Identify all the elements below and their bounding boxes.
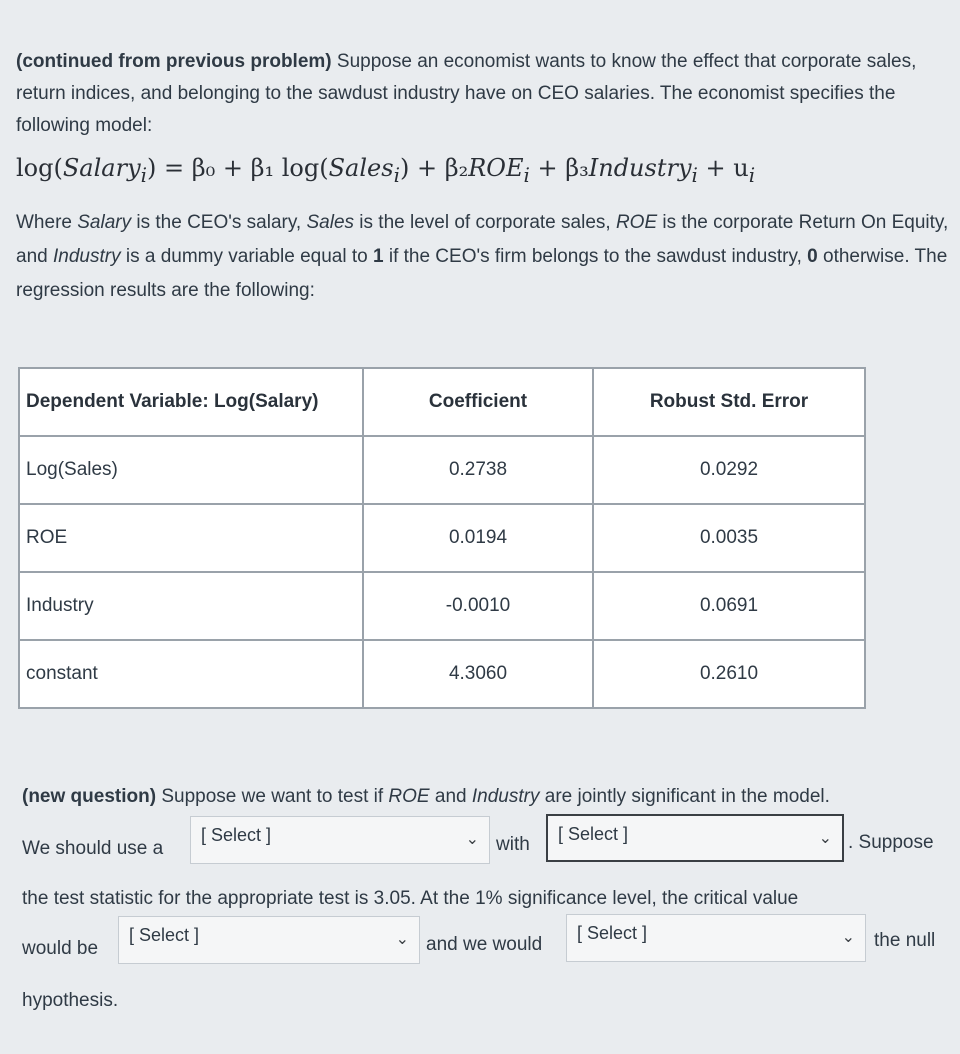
question-text: and (429, 786, 472, 807)
table-header-row (19, 368, 865, 436)
desc-text: is the level of corporate sales, (354, 212, 616, 233)
row-se: 0.0035 (593, 504, 865, 572)
question-industry: Industry (471, 786, 540, 807)
desc-zero: 0 (807, 246, 818, 267)
model-equation (16, 154, 755, 187)
decision-select[interactable] (566, 914, 866, 962)
select-placeholder: [ Select ] (577, 923, 648, 943)
eq-part: + u (697, 154, 749, 182)
eq-sub: i (393, 162, 400, 187)
would-be-label: would be (22, 938, 99, 959)
row-variable: Log(Sales) (19, 436, 363, 504)
chevron-down-icon: ⌄ (465, 831, 479, 848)
and-we-would-label: and we would (426, 934, 543, 955)
row-coefficient: 0.2738 (363, 436, 593, 504)
question-prefix: (new question) (22, 786, 157, 807)
question-text: Suppose we want to test if (156, 786, 389, 807)
desc-text: is a dummy variable equal to (120, 246, 373, 267)
chevron-down-icon: ⌄ (395, 931, 409, 948)
row-se: 0.0691 (593, 572, 865, 640)
row-variable: Industry (19, 572, 363, 640)
row-se: 0.0292 (593, 436, 865, 504)
eq-salary: Salary (62, 154, 141, 182)
select-placeholder: [ Select ] (201, 825, 272, 845)
with-label: with (496, 834, 530, 855)
desc-roe: ROE (615, 212, 658, 233)
problem-intro (16, 46, 946, 142)
desc-salary: Salary (77, 212, 132, 233)
desc-one: 1 (372, 246, 384, 267)
desc-text: otherwise. The regression results are the following: (16, 246, 948, 301)
desc-text: is the corporate Return On Equity, and (16, 212, 949, 267)
header-robust-se: Robust Std. Error (593, 368, 865, 436)
eq-sales: Sales (328, 154, 394, 182)
test-type-select[interactable] (190, 816, 490, 864)
row-coefficient: -0.0010 (363, 572, 593, 640)
desc-text: if the CEO's firm belongs to the sawdust industry, (383, 246, 808, 267)
eq-roe: ROE (468, 154, 524, 182)
select-placeholder: [ Select ] (558, 824, 629, 844)
row-variable: ROE (19, 504, 363, 572)
eq-part: + β₃ (529, 154, 589, 182)
eq-part: ) + β₂ (399, 154, 469, 182)
eq-sub: i (523, 162, 530, 187)
table-row (19, 640, 865, 708)
row-coefficient: 0.0194 (363, 504, 593, 572)
question-text: are jointly significant in the model. (539, 786, 830, 807)
suppose-label: . Suppose (848, 832, 934, 853)
chevron-down-icon: ⌄ (818, 830, 832, 847)
eq-log: log( (16, 154, 63, 182)
row-se: 0.2610 (593, 640, 865, 708)
header-coefficient: Coefficient (363, 368, 593, 436)
row-variable: constant (19, 640, 363, 708)
eq-industry: Industry (588, 154, 692, 182)
variable-description (16, 206, 951, 308)
we-should-use-label: We should use a (22, 838, 164, 859)
table-row (19, 572, 865, 640)
table-row (19, 504, 865, 572)
regression-table (18, 367, 866, 709)
eq-sub: i (691, 162, 698, 187)
the-null-label: the null (874, 930, 936, 951)
desc-industry: Industry (52, 246, 121, 267)
df-select[interactable] (546, 814, 844, 862)
desc-sales: Sales (306, 212, 355, 233)
hypothesis-label: hypothesis. (22, 990, 119, 1011)
question-line-1 (22, 786, 830, 808)
intro-prefix: (continued from previous problem) (16, 51, 332, 72)
desc-text: is the CEO's salary, (131, 212, 307, 233)
desc-text: Where (16, 212, 78, 233)
header-dependent-variable: Dependent Variable: Log(Salary) (19, 368, 363, 436)
eq-part: ) = β₀ + β₁ log( (147, 154, 329, 182)
critical-value-select[interactable] (118, 916, 420, 964)
eq-sub: i (140, 162, 148, 187)
intro-text: Suppose an economist wants to know the effect that corporate sales, return indices, and belonging to the sawdust industry have on CEO salaries. The economist specifies the following model: (16, 51, 917, 136)
chevron-down-icon: ⌄ (841, 929, 855, 946)
question-roe: ROE (388, 786, 430, 807)
select-placeholder: [ Select ] (129, 925, 200, 945)
table-row (19, 436, 865, 504)
eq-sub: i (748, 162, 756, 187)
row-coefficient: 4.3060 (363, 640, 593, 708)
question-line-3: the test statistic for the appropriate test is 3.05. At the 1% significance level, the critical value (22, 888, 799, 909)
